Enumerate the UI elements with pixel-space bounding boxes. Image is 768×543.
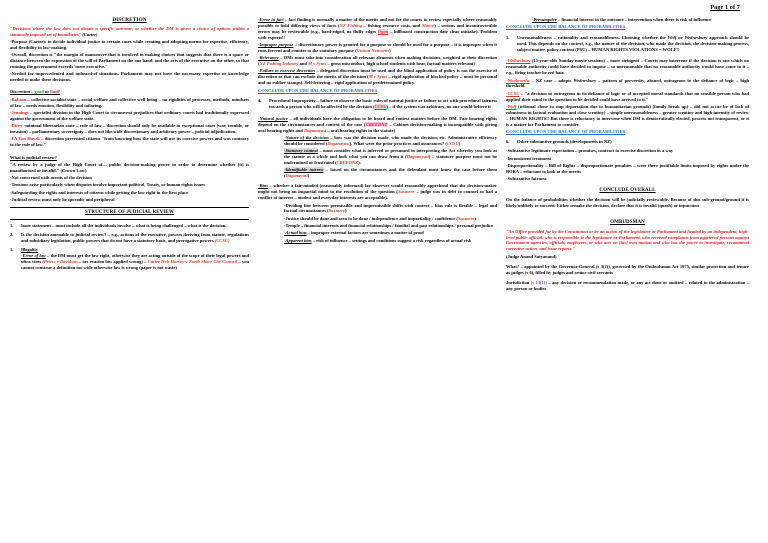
relevancy: -Relevancy – DMs must take into consideration all relevant elements when making decisions, weighted at their discretion (NZ Fishing Industry and M v Syms – gross misconduct, high school students with bear, factual matters relevant) — [258, 55, 497, 67]
structure-step-4 — [258, 98, 497, 110]
step-number: 2. — [10, 232, 14, 238]
nature-of-decision: -Nature of the decision – how was the decision made, who made the decision, etc. Administrative efficiency should be considered (Daganayasi). What were the prior practices and assurances? (CCSU) — [284, 134, 497, 146]
identifiable-interest: -Identifiable interest – based on the circumstances and the defendant must know the case before them (Daganayasi) — [284, 167, 497, 179]
hayek-entry: -FA Von Hayek – discretion prevented citizens "from knowing how the state will use its coercive powers and was contrary to the rule of law." — [10, 136, 249, 148]
step-text: Unreasonableness – rationality and reasonableness. Choosing whether the Wolf or Wednesbury approach should be used. This depends on the context, e.g., the nature of the decision, who made the decision, the decision-making process, subject matter, policy content (PSU) – HUMAN RIGHTS VIOLATIONS = WOLF!! — [517, 34, 749, 52]
step-text: Is the decision amenable to judicial review? – e.g., actions of the executive, powers deriving from statute, regulations and subsidiary legislation, public powers that do not have a statutory basis, and prerogative powers (CCSU) — [21, 232, 249, 244]
step-number: 4. — [258, 97, 262, 103]
dicey-entry: -Dicey -minimal libertarian state – rule of law – discretion should only be available in exceptional cases (war, trouble, or invasion) – parliamentary sovereignty – does not like wide discretionary and arbitrary power – judicial adjudication. — [10, 123, 249, 135]
discretion-goodbad-heading: Discretion – good or bad? — [10, 89, 60, 95]
conclude-balance-probabilities-3: CONCLUDE UPON THE BALANCE OF PROBABILITIES — [506, 129, 626, 135]
jr-point-2: -Tensions arise particularly when disputes involve important political, Treaty, or human rights issues — [10, 182, 206, 188]
jr-point-4: -Judicial review must only be sporadic and peripheral — [10, 196, 115, 202]
robson-entry: -Robson – collective socialist state – social welfare and collective well-being – no rigidities of processes, methods, mindsets of law – needs emotion, flexibility and tailoring. — [10, 96, 249, 108]
discretion-quote: "Decisions where the law does not dictate a specific outcome, or whether the DM is given a choice of options within a statutorily imposed set of boundaries" (Carter) — [10, 25, 249, 37]
substantive-legit-expectation: -Substantive legitimate expectation – promises, contract to exercise discretion in a way — [506, 148, 674, 154]
page-header — [10, 4, 758, 17]
structure-step-1 — [10, 223, 249, 229]
ombudsman-what: What? – appointed by the Governor-General (s 3(2)), governed by the Ombudsman Act 1975, similar protection and tenure as judges (s 6), filled by judges and senior civil servants — [506, 263, 749, 275]
ccsu-entry: -CCSU – "a decision so outrageous in its defiance of logic or of accepted moral standards that no sensible person who had applied their mind to the question to be decided could have arrived to it." — [506, 90, 749, 102]
wolf-entry: -Wolf (tribunal chose to stop deportation due to humanitarian grounds) (family break up) – did not occur be of lack of robustness in factual evaluation and close scrutiny) – simple unreasonableness – greater scrutiny and high intensity of review – HUMAN RIGHTS!! But there is reluctancy to intervene when DM is democratically elected, process not transparent, or it is a matter for Parliament to consider. — [506, 103, 749, 127]
apparent-bias: -Apparent bias – risk of influence – settings and conditions suggest a risk regardless of actual risk — [284, 237, 472, 243]
column-one — [10, 17, 249, 539]
conclude-balance-probabilities-1: CONCLUDE UPON THE BALANCE OF PROBABILITIES — [258, 87, 378, 93]
jennings-entry: -Jennings – specialist division in the High Court to circumvent prejudices that ordinary courts had traditionally expressed against the government of the welfare state. — [10, 109, 249, 121]
substantive-fairness: -Substantive fairness — [506, 176, 547, 182]
discretion-needed: -Needed for unprecedented and unheard-of situations. Parliament may not have the necessary expertise or knowledge needed to make these decisions. — [10, 71, 249, 83]
bias-entry: -Bias – whether a fair-minded (reasonably informed) lay observer would reasonably apprehend that the decision-maker might not bring an impartial mind to the resolution of the question (Saxmere – judge was in debt to counsel so had a conflict of interest – modest and everyday interests are acceptable). — [258, 183, 497, 201]
bias-bullet-3: -Temple – financial interests and financial relationships / familial and past relationships / personal prejudice — [284, 223, 494, 229]
statutory-context: -Statutory context – must consider what is inferred or presumed in interpreting the Act whereby you look at the statute as a whole and look what you can draw from it (Daganayasi) – statutory purpose must not be undermined or frustrated (CREEDNZ). — [284, 148, 497, 165]
step-number: 1. — [10, 223, 14, 229]
discretion-heading: DISCRETION — [112, 17, 147, 23]
woolworths-entry: -Woolworths – NZ case – adopts Wednesbury – pattern of perversity, absurd, outrageous in the defiance of logic – high threshold. — [506, 77, 749, 89]
error-of-law: -Error of law – the DM must get the law right, otherwise they are acting outside of the scope of their legal powers and ultra vires (Peters v Davidson – tax evasion law applied wrong) – Carter Holt Harvey v North Shore City Council – you cannot construe a definition too wide otherwise law is wrong (paper is not waste) — [21, 253, 249, 270]
error-in-fact: -Error in fact – fact finding is normally a matter of the merits and not for the courts to review especially where reasonably possible to hold differing views of facts (NZ Fishing – fishing resource costs, and Moore) – serious and incontrovertible errors may be reviewable (e.g., hard-edged, no fluffy edges Ogan – billboard construction date clear mistake). Problem with experts!! — [258, 17, 497, 40]
step-text: Procedural Impropriety – failure to observe the basic rules of natural justice or failure to act with procedural fairness towards a person who will be affected by the decision (CCSU) – if the system was arbitrary, no one would believe it — [269, 97, 497, 109]
three-column-layout — [10, 17, 758, 539]
bias-bullet-1: -Dividing line between permissible and impermissible shifts with context – bias rule is flexible – legal and factual circumstances (Saxmere) — [284, 202, 497, 214]
conclude-overall-text: On the balance of probabilities whether the decision will be judicially reviewable. Because of this sub-ground/ground it is likely/unlikely to succeed. Either remake the decision, declare that it is invalid (quash) or injunction — [506, 196, 749, 208]
column-two — [258, 17, 497, 539]
structure-step-3 — [10, 247, 249, 271]
step-number: 3. — [10, 247, 14, 253]
step-text: Issue statement – must include all the individuals involve – what is being challenged – what is the decision. — [21, 223, 227, 229]
conclude-overall-heading: CONCLUDE OVERALL — [599, 188, 656, 194]
jr-point-1: -Not concerned with merits of the decision — [10, 175, 92, 181]
discretion-overall: -Overall, discretion is "the margin of manoeuvre that is involved in making choices that suggests that there is a space or distance between the expression of the will of Parliament on the one hand, and the acts of the executive on the other, so that running the government exceeds 'mere executive.' — [10, 52, 249, 69]
improper-purpose: -Improper purpose – discretionary power is granted for a purpose so should be used for a purpose – it is improper when it runs fervent and counter to the statutory purpose (Unison Networks) — [258, 42, 497, 53]
discretion-purpose: -Purpose (Carter): to decide individual justice to certain cases while creating and adopting norms for expertise, efficiency, and flexibility in law-making. — [10, 38, 249, 50]
structure-heading: STRUCTURE OF JUDICIAL REVIEW — [85, 209, 174, 215]
step-text: Other substantive grounds (developments in NZ) — [517, 139, 612, 145]
step-number: 5. — [506, 34, 510, 40]
ombudsman-quote: "An Office provided for by the Constitution or by an action of the legislature or Parliament and headed by an independent, high-level public official, who is responsible to the legislature or Parliament, who received complaints from aggrieved persons against Government agencies, officials, employees, or who acts on [his] own motion and who has the power to investigate, recommend corrective action, and issue reports." — [506, 228, 749, 252]
disproportionality: -Disproportionality – Bill of Rights – disproportionate penalties – were there justifiable limits imposed by rights under the BORA – reluctant to look at the merits — [506, 162, 749, 174]
jr-point-3: -Safeguarding the rights and interests of citizens while getting the law right in the first place — [10, 189, 189, 195]
conclude-balance-probabilities-2: CONCLUDE UPON THE BALANCE OF PROBABILITIES — [506, 24, 626, 30]
structure-step-6 — [506, 139, 749, 145]
actual-bias: -Actual bias – improper external factors are sometimes a matter of proof — [284, 230, 424, 236]
ombudsman-jurisdiction: Jurisdiction (s 13(1)) – any decision or recommendation made, or any act done or omitted – related to the administration – any person or bodies — [506, 280, 749, 292]
wednesbury-entry: -Wednesbury (15-year-olds Sunday movie sessions) – more stringent – Courts may intervene if the decision is one which no reasonable authority could have decided to impose – so unreasonable that no reasonable authority would have come to it – e.g., firing teacher be red hair. — [506, 58, 749, 76]
failure-to-exercise-discretion: -Failure to exercise discretion – delegated discretion must be used and the blind application of policy is not the exercise of discretion as that can exclude the merits of the decision (M v Syms – rigid application of blocked policy – must be personal and no rubber stamps). Self-fettering – rigid application of predetermined policy. — [258, 68, 497, 86]
step-number: 6. — [506, 139, 510, 145]
ombudsman-heading: OMBUDSMAN — [610, 220, 645, 226]
structure-step-2 — [10, 232, 249, 244]
page-number: Page 1 of 7 — [710, 4, 740, 11]
bias-bullet-2: -Justice should be done and seen to be done / independence and impartiality / confidence (Saxmere) — [284, 215, 476, 221]
natural-justice: -Natural justice – all individuals have the obligation to be heard and contest matters before the DM. Fair hearing rights depend on the circumstances and context of the case (CREEDNZ – Cabinet decision-making is incompatible with giving oral hearing rights and Daganayasi – oral hearing rights in the statute) — [258, 115, 497, 133]
judicial-review-definition: "A review by a judge of the High Court of… public decision-making power in order to determine whether [it] is unauthorised or invalid." (Crown Law) — [10, 161, 249, 173]
inconsistent-treatment: -Inconsistent treatment — [506, 155, 552, 161]
presumptive-bias: -Presumptive – financial interest in the outcome – intervention when there is risk of influence — [532, 17, 712, 22]
ombudsman-citation: (Judge Anand Satyanand) — [506, 253, 557, 259]
illegality-heading: Illegality — [21, 247, 39, 253]
structure-step-5 — [506, 35, 749, 53]
judicial-review-heading: What is judicial review? — [10, 154, 58, 160]
column-three — [506, 17, 749, 539]
step-text — [21, 247, 249, 271]
